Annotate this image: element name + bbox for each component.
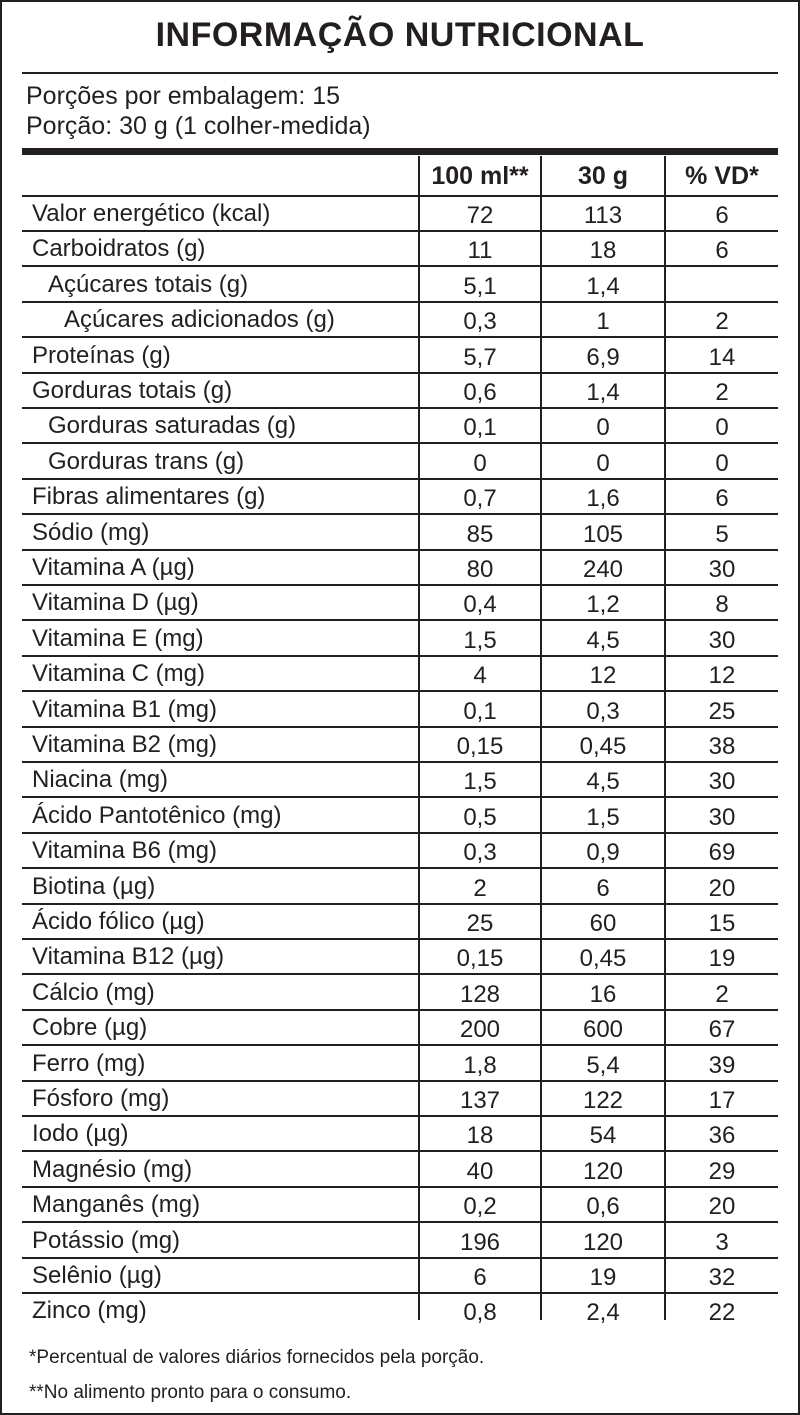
value-per-100ml: 0,5 <box>463 803 497 831</box>
column-header-100ml: 100 ml** <box>431 162 529 190</box>
value-per-portion: 6,9 <box>586 343 620 371</box>
table-row <box>22 232 778 267</box>
nutrient-name: Valor energético (kcal) <box>32 200 271 227</box>
table-row <box>22 905 778 940</box>
value-per-100ml: 1,8 <box>463 1051 497 1079</box>
value-per-100ml: 0,1 <box>463 414 497 442</box>
value-per-100ml: 6 <box>473 1264 487 1291</box>
value-per-portion: 105 <box>582 520 624 548</box>
value-per-100ml: 40 <box>466 1157 494 1185</box>
table-row <box>22 339 778 374</box>
value-per-100ml: 1,5 <box>463 768 497 796</box>
value-per-portion: 0,6 <box>586 1193 620 1221</box>
value-daily-percent: 2 <box>715 379 729 406</box>
table-row <box>22 834 778 869</box>
value-daily-percent: 14 <box>708 343 736 371</box>
value-daily-percent: 2 <box>715 308 729 336</box>
value-daily-percent: 6 <box>715 485 729 513</box>
value-per-portion: 0 <box>596 414 610 442</box>
value-daily-percent: 22 <box>708 1299 736 1327</box>
value-daily-percent: 67 <box>708 1016 736 1044</box>
value-daily-percent: 30 <box>708 556 736 583</box>
value-per-100ml: 11 <box>467 237 493 265</box>
value-daily-percent: 39 <box>708 1051 736 1079</box>
value-daily-percent: 69 <box>708 839 736 867</box>
value-per-portion: 6 <box>596 874 610 902</box>
value-per-portion: 5,4 <box>586 1051 620 1079</box>
table-row <box>22 1259 778 1294</box>
value-daily-percent: 0 <box>715 449 729 477</box>
nutrient-name: Gorduras trans (g) <box>48 447 245 475</box>
nutrient-name: Vitamina D (µg) <box>32 589 199 617</box>
value-daily-percent: 30 <box>708 768 736 796</box>
nutrient-name: Proteínas (g) <box>32 341 171 369</box>
nutrient-name: Vitamina E (mg) <box>32 624 204 652</box>
value-per-portion: 1,2 <box>586 591 620 619</box>
value-per-portion: 12 <box>589 662 617 690</box>
table-row <box>22 197 778 232</box>
value-daily-percent: 3 <box>715 1228 729 1256</box>
table-row <box>22 799 778 834</box>
table-row <box>22 728 778 763</box>
value-daily-percent: 20 <box>708 874 736 902</box>
value-per-100ml: 128 <box>459 980 501 1008</box>
table-row <box>22 763 778 798</box>
value-per-100ml: 25 <box>466 910 494 937</box>
value-per-portion: 600 <box>582 1016 624 1044</box>
value-per-portion: 4,5 <box>586 626 620 654</box>
table-row <box>22 622 778 657</box>
footnote-ready-to-consume: **No alimento pronto para o consumo. <box>29 1382 352 1403</box>
value-daily-percent: 30 <box>708 626 736 654</box>
value-per-100ml: 0 <box>473 449 487 477</box>
value-per-100ml: 0,8 <box>463 1299 497 1327</box>
table-row <box>22 940 778 975</box>
nutrient-name: Zinco (mg) <box>32 1297 147 1325</box>
value-daily-percent: 15 <box>708 910 736 937</box>
nutrient-name: Açúcares totais (g) <box>48 270 249 298</box>
nutrient-name: Biotina (µg) <box>32 872 156 900</box>
table-row <box>22 551 778 586</box>
value-per-100ml: 0,15 <box>456 945 504 973</box>
title-divider <box>22 72 778 74</box>
value-per-portion: 1,4 <box>586 272 620 300</box>
value-daily-percent: 32 <box>708 1264 736 1291</box>
value-per-portion: 120 <box>582 1157 624 1185</box>
value-per-portion: 0,3 <box>586 697 620 725</box>
value-per-100ml: 80 <box>466 556 494 583</box>
column-header-vd: % VD* <box>685 162 759 190</box>
value-daily-percent: 25 <box>708 697 736 725</box>
value-per-portion: 1,5 <box>586 803 620 831</box>
value-daily-percent: 8 <box>715 591 729 619</box>
portions-per-package: Porções por embalagem: 15 <box>26 82 341 110</box>
table-row <box>22 374 778 409</box>
value-per-100ml: 0,1 <box>463 697 497 725</box>
label-title: INFORMAÇÃO NUTRICIONAL <box>155 16 645 54</box>
value-per-portion: 4,5 <box>586 768 620 796</box>
table-row <box>22 1188 778 1223</box>
nutrient-name: Ácido Pantotênico (mg) <box>32 801 282 829</box>
value-per-portion: 54 <box>589 1122 617 1150</box>
value-per-portion: 0,9 <box>586 839 620 867</box>
value-daily-percent: 6 <box>715 202 729 229</box>
nutrient-name: Sódio (mg) <box>32 518 150 546</box>
value-per-portion: 120 <box>582 1228 624 1256</box>
table-row <box>22 976 778 1011</box>
table-row <box>22 1047 778 1082</box>
value-daily-percent: 17 <box>708 1087 736 1114</box>
nutrient-name: Açúcares adicionados (g) <box>64 306 335 334</box>
value-per-100ml: 0,4 <box>463 591 497 619</box>
value-daily-percent: 2 <box>715 980 729 1008</box>
value-per-portion: 1,4 <box>586 379 620 406</box>
value-per-portion: 1 <box>596 308 610 336</box>
value-per-100ml: 85 <box>466 520 494 548</box>
table-row <box>22 445 778 480</box>
value-per-portion: 1,6 <box>586 485 620 513</box>
value-daily-percent: 36 <box>708 1122 736 1150</box>
value-per-portion: 0,45 <box>579 733 627 760</box>
table-row <box>22 693 778 728</box>
value-per-100ml: 72 <box>466 202 494 229</box>
value-daily-percent: 29 <box>708 1157 736 1185</box>
value-per-100ml: 18 <box>466 1122 494 1150</box>
value-per-100ml: 200 <box>459 1016 501 1044</box>
nutrient-name: Vitamina B6 (mg) <box>32 837 217 865</box>
value-per-portion: 18 <box>589 237 617 265</box>
value-daily-percent: 19 <box>708 945 736 973</box>
value-per-portion: 113 <box>583 202 623 229</box>
nutrient-name: Cobre (µg) <box>32 1014 148 1042</box>
table-row <box>22 1153 778 1188</box>
value-per-100ml: 196 <box>459 1228 501 1256</box>
nutrient-name: Fibras alimentares (g) <box>32 483 266 511</box>
value-per-100ml: 0,2 <box>463 1193 497 1221</box>
value-per-portion: 122 <box>582 1087 624 1114</box>
value-per-portion: 0,45 <box>579 945 627 973</box>
value-per-100ml: 0,3 <box>463 308 497 336</box>
value-per-portion: 0 <box>596 449 610 477</box>
value-daily-percent: 0 <box>715 414 729 442</box>
nutrient-name: Ácido fólico (µg) <box>32 908 205 935</box>
value-per-100ml: 0,6 <box>463 379 497 406</box>
portion-size: Porção: 30 g (1 colher-medida) <box>26 112 371 140</box>
value-per-100ml: 2 <box>473 874 487 902</box>
nutrient-name: Niacina (mg) <box>32 766 169 794</box>
value-per-portion: 240 <box>582 556 624 583</box>
table-row <box>22 516 778 551</box>
value-per-100ml: 5,1 <box>463 272 497 300</box>
value-per-portion: 2,4 <box>586 1299 620 1327</box>
value-daily-percent: 20 <box>708 1193 736 1221</box>
nutrient-name: Vitamina B12 (µg) <box>32 943 225 971</box>
nutrient-name: Gorduras totais (g) <box>32 377 233 404</box>
nutrient-name: Vitamina A (µg) <box>32 554 195 581</box>
value-daily-percent: 12 <box>708 662 736 690</box>
value-per-portion: 16 <box>589 980 617 1008</box>
nutrient-name: Ferro (mg) <box>32 1049 146 1077</box>
value-per-100ml: 1,5 <box>463 626 497 654</box>
table-row <box>22 870 778 905</box>
table-row <box>22 303 778 338</box>
value-per-portion: 60 <box>589 910 617 937</box>
value-per-100ml: 5,7 <box>463 343 497 371</box>
table-row <box>22 480 778 515</box>
nutrient-name: Manganês (mg) <box>32 1191 201 1219</box>
nutrient-name: Iodo (µg) <box>32 1120 129 1148</box>
table-row <box>22 1294 778 1329</box>
nutrient-name: Vitamina C (mg) <box>32 660 205 688</box>
footnote-vd: *Percentual de valores diários fornecidos pela porção. <box>29 1347 485 1368</box>
table-row <box>22 1011 778 1046</box>
nutrient-name: Potássio (mg) <box>32 1226 181 1254</box>
nutrient-name: Vitamina B1 (mg) <box>32 695 217 723</box>
value-daily-percent: 6 <box>715 237 729 265</box>
nutrient-name: Magnésio (mg) <box>32 1155 193 1183</box>
table-row <box>22 1224 778 1259</box>
nutrient-name: Selênio (µg) <box>32 1262 162 1289</box>
table-row <box>22 409 778 444</box>
value-per-100ml: 4 <box>473 662 487 690</box>
table-row <box>22 1117 778 1152</box>
table-row <box>22 1082 778 1117</box>
value-daily-percent: 38 <box>708 733 736 760</box>
column-header-portion: 30 g <box>577 162 629 190</box>
table-row <box>22 657 778 692</box>
header-thick-rule <box>22 148 778 155</box>
nutrient-name: Cálcio (mg) <box>32 978 155 1006</box>
value-per-100ml: 137 <box>459 1087 501 1114</box>
value-per-100ml: 0,7 <box>463 485 497 513</box>
nutrient-name: Fósforo (mg) <box>32 1085 170 1112</box>
value-per-100ml: 0,3 <box>463 839 497 867</box>
value-per-100ml: 0,15 <box>456 733 504 760</box>
nutrient-name: Gorduras saturadas (g) <box>48 412 297 440</box>
value-daily-percent: 5 <box>715 520 729 548</box>
value-per-portion: 19 <box>589 1264 617 1291</box>
nutrient-name: Vitamina B2 (mg) <box>32 731 217 758</box>
table-row <box>22 586 778 621</box>
table-row <box>22 268 778 303</box>
value-daily-percent: 30 <box>708 803 736 831</box>
nutrient-name: Carboidratos (g) <box>32 235 206 263</box>
